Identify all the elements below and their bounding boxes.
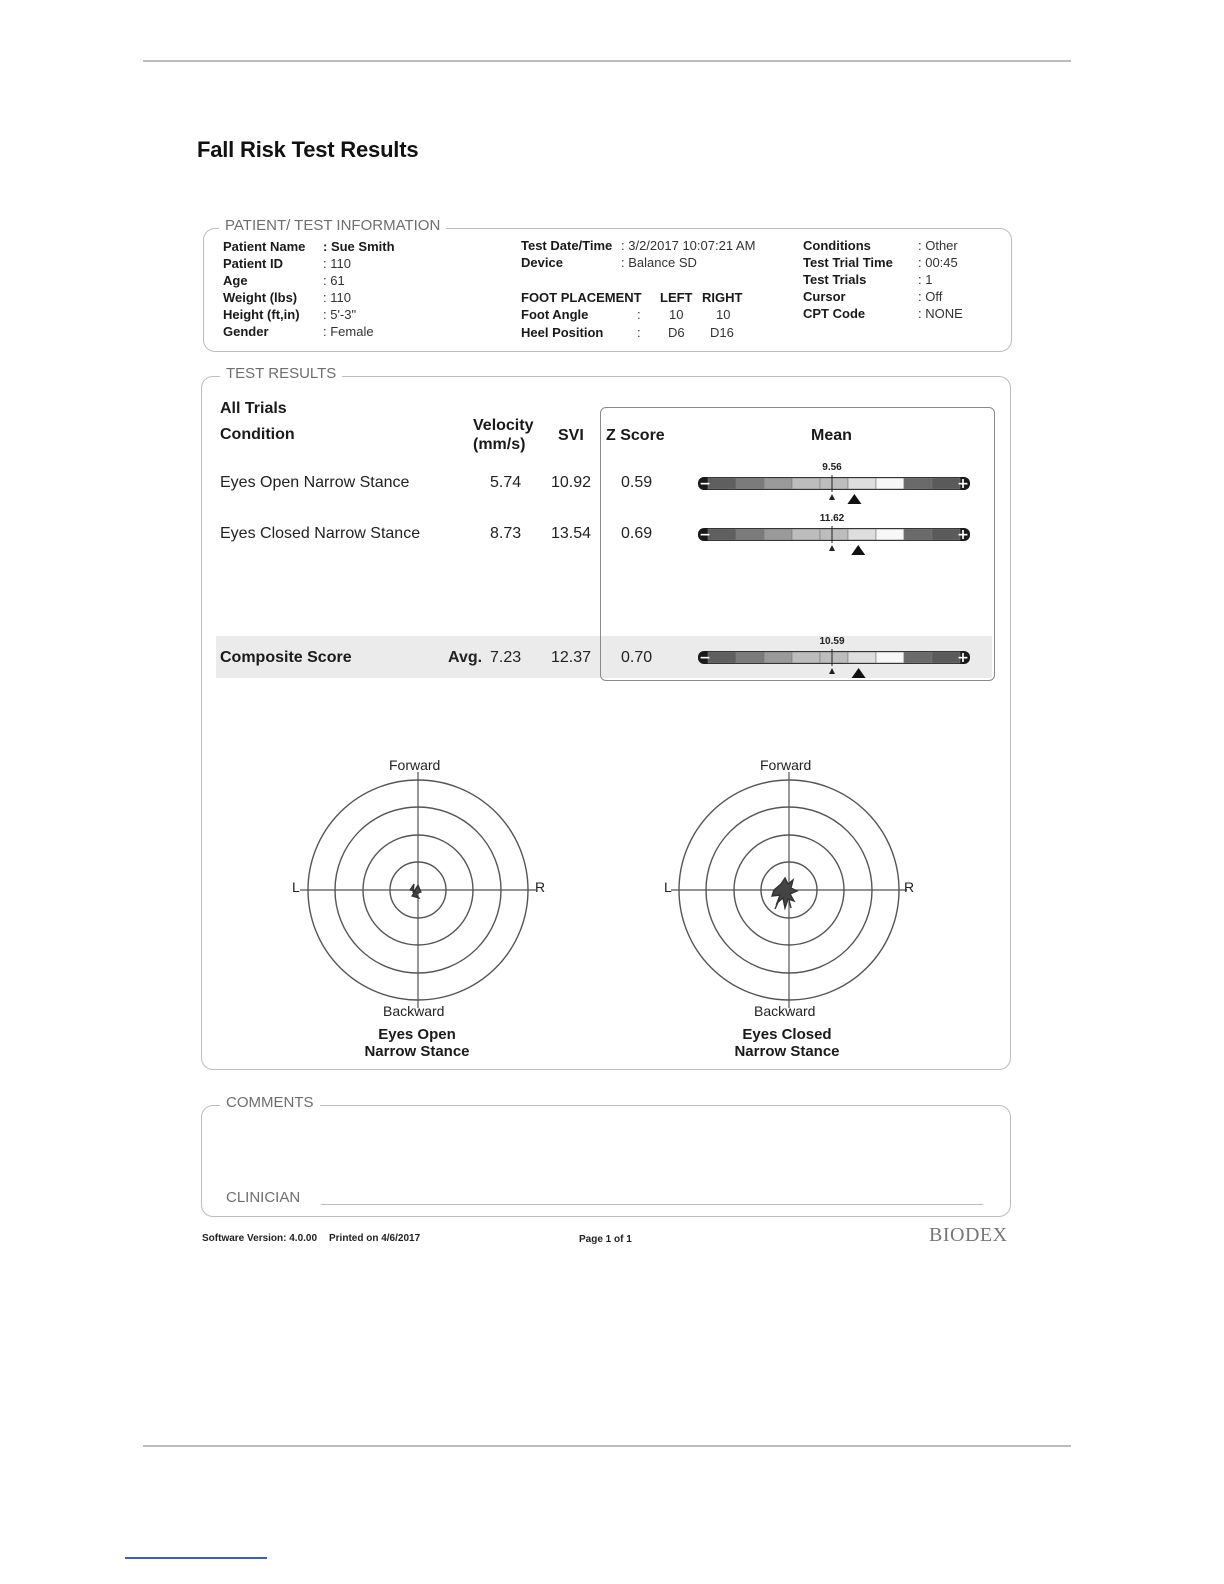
test-results-legend: TEST RESULTS [220,365,342,382]
foot-angle-label: Foot Angle [521,307,589,322]
meter-zscore-marker [847,494,861,504]
meter-mean-marker [829,545,835,551]
page-title: Fall Risk Test Results [197,137,419,162]
meter-scale [698,526,970,543]
meter-segment [736,652,764,663]
sway-trace [772,878,797,908]
meter-segment [764,652,792,663]
diagram-1-right-label: R [904,879,915,895]
heel-position-label: Heel Position [521,325,604,340]
heel-position-sep: : [637,325,641,340]
minus-icon: − [699,650,711,666]
meter-segment [820,652,848,663]
row-0-svi: 10.92 [551,474,592,491]
foot-angle-left: 10 [669,307,684,322]
meter-zscore-marker [851,545,865,555]
col-header-velocity-unit: (mm/s) [473,436,526,453]
row-0-condition: Eyes Open Narrow Stance [220,474,410,491]
info-label-patient-id: Patient ID [223,256,283,271]
page-number: Page 1 of 1 [579,1234,632,1245]
info-value-gender: : Female [323,324,374,339]
diagram-0-title-line-1: Eyes Open [378,1026,456,1043]
diagram-0-right-label: R [535,879,546,895]
info-label-age: Age [223,273,248,288]
col-header-zscore: Z Score [606,427,665,444]
meter-segment [792,529,820,540]
clinician-signature-line [321,1204,983,1205]
all-trials-heading: All Trials [220,400,287,417]
info-value-weight: : 110 [323,290,351,305]
foot-angle-right: 10 [716,307,731,322]
info-label-gender: Gender [223,324,269,339]
foot-placement-left-header: LEFT [660,290,693,305]
meter-segment [820,478,848,489]
foot-placement-header: FOOT PLACEMENT [521,290,642,305]
col-header-condition: Condition [220,426,295,443]
info-value-height: : 5'-3" [323,307,357,322]
info-value-cpt-code: : NONE [918,306,963,321]
info-value-device: : Balance SD [621,255,697,270]
info-value-trial-time: : 00:45 [918,255,958,270]
meter-mean-marker [829,668,835,674]
composite-velocity: 7.23 [490,649,522,666]
meter-segment [820,529,848,540]
info-value-test-date: : 3/2/2017 10:07:21 AM [621,238,756,253]
info-value-patient-name: : Sue Smith [323,239,395,254]
meter-segment [848,529,876,540]
stability-diagram-eyes-closed [671,772,907,1008]
meter-mean-marker [829,494,835,500]
col-header-svi: SVI [558,427,584,444]
row-1-condition: Eyes Closed Narrow Stance [220,525,421,542]
printed-date: Printed on 4/6/2017 [329,1233,421,1244]
meter-segment [876,478,904,489]
meter-mean-value: 9.56 [822,462,842,473]
diagram-0-title-line-2: Narrow Stance [364,1043,470,1060]
meter-segment [904,652,932,663]
diagram-1-title-line-1: Eyes Closed [742,1026,832,1043]
foot-angle-sep: : [637,307,641,322]
zscore-meter-row-1 [694,507,974,559]
composite-label: Composite Score [220,649,352,666]
diagram-1-title-line-2: Narrow Stance [734,1043,840,1060]
meter-segment [876,529,904,540]
meter-segment [708,478,736,489]
minus-icon: − [699,476,711,492]
meter-segment [736,478,764,489]
meter-segment [932,478,960,489]
info-value-age: : 61 [323,273,345,288]
meter-segment [764,529,792,540]
meter-segment [876,652,904,663]
diagram-0-left-label: L [292,879,300,895]
info-label-test-trials: Test Trials [803,272,867,287]
plus-icon: + [957,476,969,492]
info-label-cursor: Cursor [803,289,846,304]
meter-segment [764,478,792,489]
stability-diagram-eyes-open [300,772,536,1008]
diagram-0-forward-label: Forward [389,757,441,773]
diagram-1-backward-label: Backward [754,1003,816,1019]
composite-zscore: 0.70 [621,649,653,666]
info-label-conditions: Conditions [803,238,871,253]
heel-position-left: D6 [668,325,685,340]
patient-info-legend: PATIENT/ TEST INFORMATION [219,217,446,234]
footnote-rule [125,1557,267,1559]
minus-icon: − [699,527,711,543]
info-label-trial-time: Test Trial Time [803,255,893,270]
plus-icon: + [957,527,969,543]
zscore-meter-composite [694,630,974,682]
info-value-test-trials: : 1 [918,272,933,287]
brand-logo: BIODEX [929,1224,1008,1246]
meter-zscore-marker [852,668,866,678]
row-1-zscore: 0.69 [621,525,653,542]
col-header-mean: Mean [811,427,852,444]
meter-segment [848,478,876,489]
meter-segment [792,652,820,663]
meter-mean-value: 11.62 [819,513,845,524]
software-version: Software Version: 4.0.00 [202,1233,318,1244]
row-0-velocity: 5.74 [490,474,522,491]
meter-segment [932,652,960,663]
meter-segment [904,529,932,540]
comments-legend: COMMENTS [220,1094,320,1111]
info-label-weight: Weight (lbs) [223,290,298,305]
zscore-meter-row-0 [694,456,974,508]
meter-segment [904,478,932,489]
composite-avg-label: Avg. [448,649,483,666]
meter-segment [708,652,736,663]
row-0-zscore: 0.59 [621,474,653,491]
meter-segment [932,529,960,540]
row-1-svi: 13.54 [551,525,592,542]
foot-placement-right-header: RIGHT [702,290,743,305]
sway-trace [410,884,421,898]
info-value-cursor: : Off [918,289,943,304]
info-value-patient-id: : 110 [323,256,351,271]
meter-segment [736,529,764,540]
comments-panel [201,1105,1011,1217]
info-label-test-date: Test Date/Time [521,238,613,253]
meter-segment [792,478,820,489]
diagram-1-left-label: L [664,879,672,895]
top-rule [143,60,1071,62]
diagram-1-forward-label: Forward [760,757,812,773]
row-1-velocity: 8.73 [490,525,522,542]
bottom-rule [143,1445,1071,1447]
info-label-height: Height (ft,in) [223,307,300,322]
meter-segment [848,652,876,663]
meter-segment [708,529,736,540]
info-label-patient-name: Patient Name [223,239,306,254]
info-value-conditions: : Other [918,238,958,253]
info-label-cpt-code: CPT Code [803,306,866,321]
meter-scale [698,475,970,492]
info-label-device: Device [521,255,563,270]
plus-icon: + [957,650,969,666]
diagram-0-backward-label: Backward [383,1003,445,1019]
col-header-velocity: Velocity [473,417,534,434]
meter-mean-value: 10.59 [819,636,845,647]
composite-svi: 12.37 [551,649,592,666]
meter-scale [698,649,970,666]
clinician-label: CLINICIAN [220,1189,306,1206]
heel-position-right: D16 [710,325,734,340]
